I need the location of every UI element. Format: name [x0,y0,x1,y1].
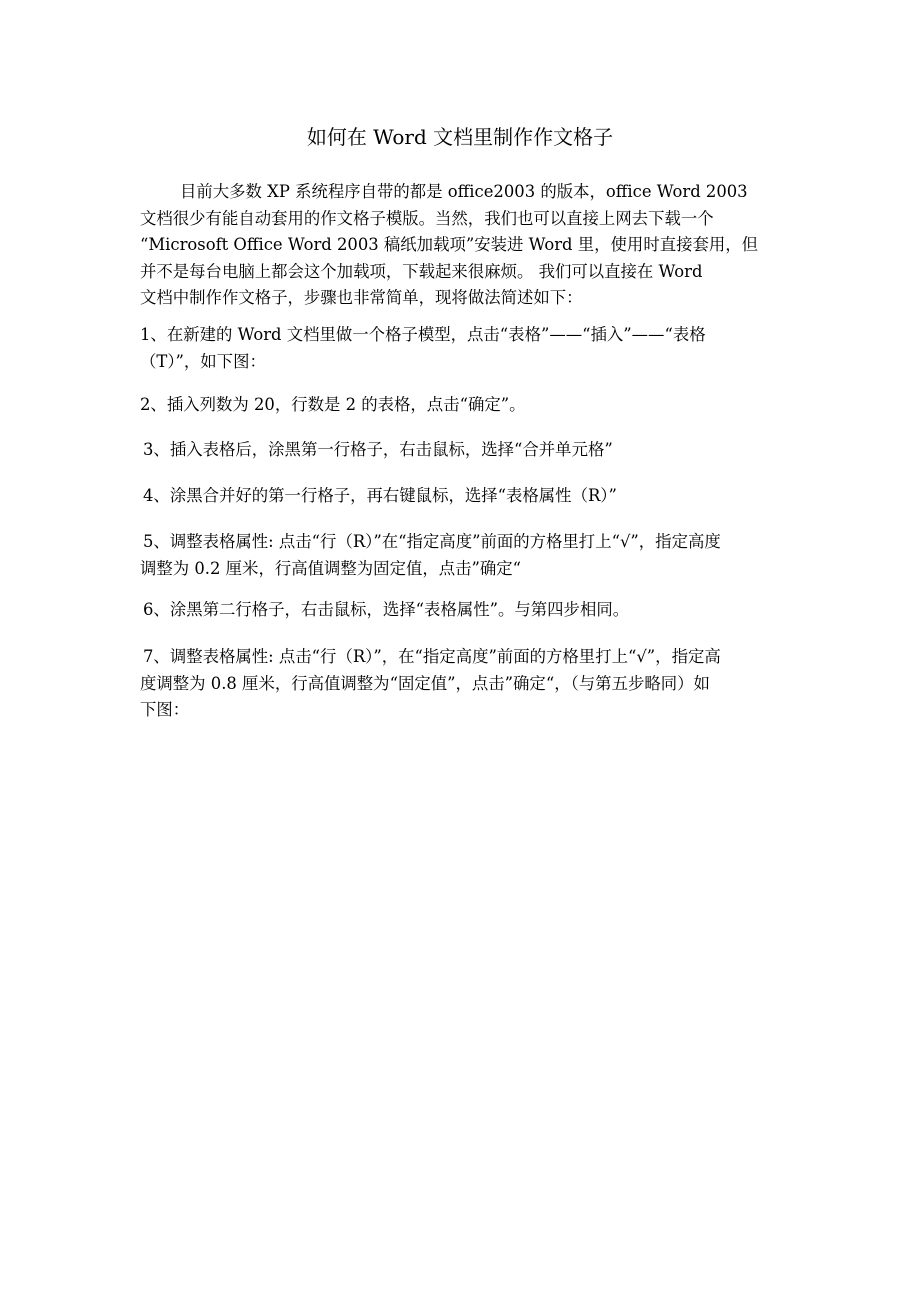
intro-paragraph [140,179,788,312]
step-line: 4、涂黑合并好的第一行格子，再右键鼠标，选择“表格属性（R）” [143,486,617,505]
step-line: 度调整为 0.8 厘米，行高值调整为“固定值”，点击”确定“，（与第五步略同）如 [140,673,710,693]
step-2-paragraph [140,392,788,419]
step-line: 6、涂黑第二行格子，右击鼠标，选择“表格属性”。与第四步相同。 [143,600,630,619]
step-line: （T）”，如下图： [140,351,266,371]
step-6-paragraph [143,597,791,624]
document-title: 如何在 Word 文档里制作作文格子 [306,125,614,149]
step-4-paragraph [143,483,791,510]
step-1-paragraph [140,322,788,375]
step-line: 5、调整表格属性: 点击“行（R）”在“指定高度”前面的方格里打上“√”，指定高度 [143,532,721,551]
step-5-paragraph [140,529,788,582]
intro-line: 文档很少有能自动套用的作文格子模版。当然，我们也可以直接上网去下载一个 [140,208,714,228]
step-line: 2、插入列数为 20，行数是 2 的表格，点击“确定”。 [140,395,526,414]
step-line: 1、在新建的 Word 文档里做一个格子模型，点击“表格”——“插入”——“表格 [140,325,706,344]
step-line: 调整为 0.2 厘米，行高值调整为固定值，点击”确定“ [140,558,522,578]
step-line: 7、调整表格属性: 点击“行（R）”，在“指定高度”前面的方格里打上“√”，指定高 [143,647,721,666]
step-3-paragraph [143,437,791,464]
step-line: 下图： [140,700,190,719]
step-line: 3、插入表格后，涂黑第一行格子，右击鼠标，选择“合并单元格” [143,440,613,459]
intro-line: 并不是每台电脑上都会这个加载项，下载起来很麻烦。 我们可以直接在 Word [140,261,703,281]
intro-line: 文档中制作作文格子，步骤也非常简单，现将做法简述如下： [140,288,583,307]
step-7-paragraph [140,644,788,724]
intro-line: “Microsoft Office Word 2003 稿纸加载项”安装进 Word 里，使用时直接套用，但 [140,235,759,254]
intro-line: 目前大多数 XP 系统程序自带的都是 office2003 的版本，office Word 2003 [180,182,748,201]
